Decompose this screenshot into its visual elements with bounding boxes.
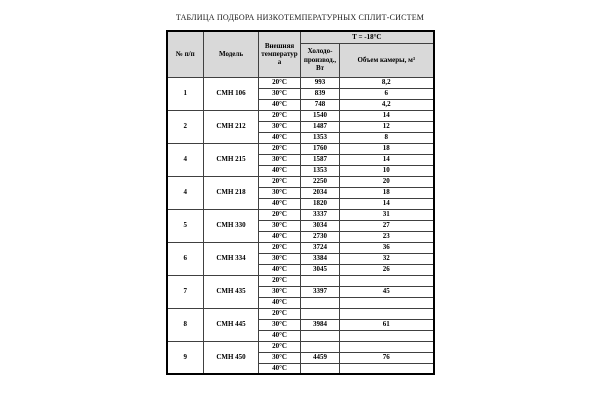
- capacity-cell: 1353: [301, 165, 340, 176]
- volume-cell: 23: [340, 231, 434, 242]
- volume-cell: 6: [340, 88, 434, 99]
- capacity-cell: 3384: [301, 253, 340, 264]
- capacity-cell: 748: [301, 99, 340, 110]
- row-number: 9: [167, 341, 204, 374]
- volume-cell: 18: [340, 187, 434, 198]
- capacity-cell: 3397: [301, 286, 340, 297]
- ext-temp-cell: 30°С: [259, 121, 301, 132]
- col-header-num: № п/п: [167, 31, 204, 77]
- ext-temp-cell: 20°С: [259, 308, 301, 319]
- capacity-cell: 3984: [301, 319, 340, 330]
- capacity-cell: 1587: [301, 154, 340, 165]
- capacity-cell: 839: [301, 88, 340, 99]
- row-number: 2: [167, 110, 204, 143]
- volume-cell: 45: [340, 286, 434, 297]
- col-header-temp-group: Т = -18°С: [301, 31, 434, 43]
- table-row: [167, 176, 434, 187]
- col-header-volume: Объем камеры, м³: [340, 43, 434, 77]
- ext-temp-cell: 40°С: [259, 198, 301, 209]
- volume-cell: 26: [340, 264, 434, 275]
- volume-cell: 4,2: [340, 99, 434, 110]
- volume-cell: 10: [340, 165, 434, 176]
- ext-temp-cell: 40°С: [259, 297, 301, 308]
- volume-cell: 76: [340, 352, 434, 363]
- volume-cell: 31: [340, 209, 434, 220]
- volume-cell: [340, 275, 434, 286]
- capacity-cell: 1540: [301, 110, 340, 121]
- row-number: 8: [167, 308, 204, 341]
- col-header-capacity: Холодо-производ., Вт: [301, 43, 340, 77]
- volume-cell: [340, 341, 434, 352]
- volume-cell: 20: [340, 176, 434, 187]
- volume-cell: 14: [340, 198, 434, 209]
- model-name: СМН 215: [204, 143, 259, 176]
- capacity-cell: 993: [301, 77, 340, 88]
- model-name: СМН 445: [204, 308, 259, 341]
- table-body: [167, 77, 434, 374]
- table-row: [167, 77, 434, 88]
- volume-cell: 8,2: [340, 77, 434, 88]
- ext-temp-cell: 40°С: [259, 165, 301, 176]
- capacity-cell: 3045: [301, 264, 340, 275]
- model-name: СМН 106: [204, 77, 259, 110]
- split-systems-table: [166, 30, 435, 375]
- capacity-cell: 1353: [301, 132, 340, 143]
- capacity-cell: [301, 275, 340, 286]
- ext-temp-cell: 30°С: [259, 187, 301, 198]
- col-header-model: Модель: [204, 31, 259, 77]
- ext-temp-cell: 40°С: [259, 99, 301, 110]
- capacity-cell: 1820: [301, 198, 340, 209]
- volume-cell: 14: [340, 154, 434, 165]
- capacity-cell: 2250: [301, 176, 340, 187]
- model-name: СМН 435: [204, 275, 259, 308]
- table-row: [167, 143, 434, 154]
- volume-cell: 61: [340, 319, 434, 330]
- ext-temp-cell: 20°С: [259, 77, 301, 88]
- ext-temp-cell: 40°С: [259, 231, 301, 242]
- ext-temp-cell: 30°С: [259, 154, 301, 165]
- volume-cell: 36: [340, 242, 434, 253]
- header-row-group: [167, 31, 434, 43]
- model-name: СМН 334: [204, 242, 259, 275]
- ext-temp-cell: 30°С: [259, 88, 301, 99]
- model-name: СМН 212: [204, 110, 259, 143]
- table-row: [167, 308, 434, 319]
- table-row: [167, 110, 434, 121]
- volume-cell: [340, 297, 434, 308]
- capacity-cell: 2730: [301, 231, 340, 242]
- volume-cell: [340, 363, 434, 374]
- model-name: СМН 330: [204, 209, 259, 242]
- volume-cell: 12: [340, 121, 434, 132]
- row-number: 6: [167, 242, 204, 275]
- table-row: [167, 275, 434, 286]
- ext-temp-cell: 40°С: [259, 132, 301, 143]
- row-number: 7: [167, 275, 204, 308]
- ext-temp-cell: 30°С: [259, 319, 301, 330]
- model-name: СМН 218: [204, 176, 259, 209]
- ext-temp-cell: 30°С: [259, 220, 301, 231]
- table-row: [167, 209, 434, 220]
- col-header-ext-temp: Внешняя температура: [259, 31, 301, 77]
- row-number: 1: [167, 77, 204, 110]
- ext-temp-cell: 20°С: [259, 341, 301, 352]
- capacity-cell: [301, 363, 340, 374]
- ext-temp-cell: 30°С: [259, 253, 301, 264]
- ext-temp-cell: 30°С: [259, 352, 301, 363]
- capacity-cell: 4459: [301, 352, 340, 363]
- table-row: [167, 242, 434, 253]
- model-name: СМН 450: [204, 341, 259, 374]
- ext-temp-cell: 20°С: [259, 176, 301, 187]
- volume-cell: [340, 308, 434, 319]
- capacity-cell: [301, 341, 340, 352]
- volume-cell: 32: [340, 253, 434, 264]
- capacity-cell: [301, 308, 340, 319]
- ext-temp-cell: 40°С: [259, 330, 301, 341]
- volume-cell: 18: [340, 143, 434, 154]
- page-title: ТАБЛИЦА ПОДБОРА НИЗКОТЕМПЕРАТУРНЫХ СПЛИТ-СИСТЕМ: [175, 13, 425, 22]
- table-row: [167, 341, 434, 352]
- volume-cell: 27: [340, 220, 434, 231]
- capacity-cell: [301, 297, 340, 308]
- volume-cell: 8: [340, 132, 434, 143]
- table-header: [167, 31, 434, 77]
- ext-temp-cell: 40°С: [259, 264, 301, 275]
- capacity-cell: 2034: [301, 187, 340, 198]
- row-number: 5: [167, 209, 204, 242]
- row-number: 4: [167, 143, 204, 176]
- row-number: 4: [167, 176, 204, 209]
- capacity-cell: [301, 330, 340, 341]
- ext-temp-cell: 20°С: [259, 143, 301, 154]
- ext-temp-cell: 20°С: [259, 242, 301, 253]
- capacity-cell: 3337: [301, 209, 340, 220]
- volume-cell: [340, 330, 434, 341]
- capacity-cell: 1487: [301, 121, 340, 132]
- volume-cell: 14: [340, 110, 434, 121]
- ext-temp-cell: 30°С: [259, 286, 301, 297]
- ext-temp-cell: 20°С: [259, 275, 301, 286]
- capacity-cell: 3724: [301, 242, 340, 253]
- capacity-cell: 3034: [301, 220, 340, 231]
- ext-temp-cell: 20°С: [259, 209, 301, 220]
- ext-temp-cell: 20°С: [259, 110, 301, 121]
- capacity-cell: 1760: [301, 143, 340, 154]
- ext-temp-cell: 40°С: [259, 363, 301, 374]
